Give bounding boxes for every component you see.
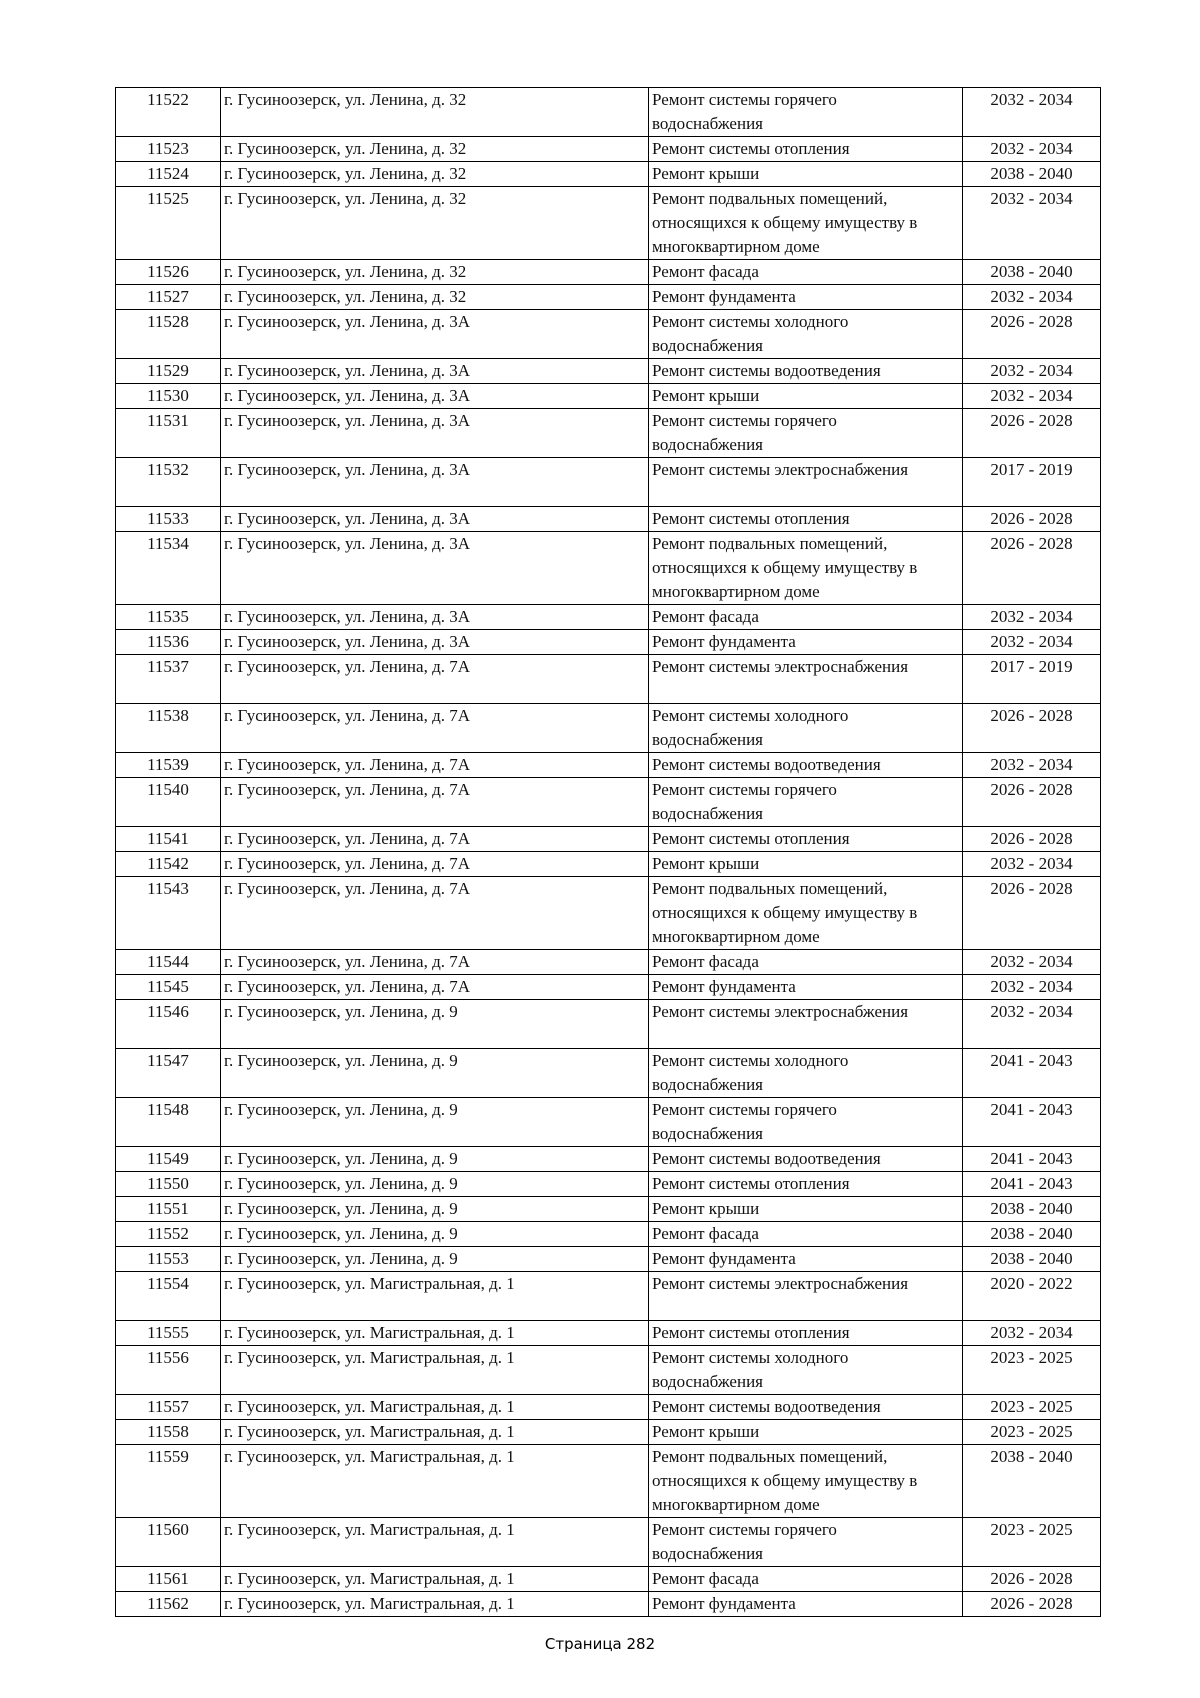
- period-cell: 2041 - 2043: [963, 1098, 1101, 1147]
- work-type-line: [652, 679, 959, 703]
- table-row: [116, 1098, 1101, 1147]
- table-row: [116, 1049, 1101, 1098]
- work-type-cell: [649, 827, 963, 852]
- address-cell: г. Гусиноозерск, ул. Магистральная, д. 1: [221, 1592, 649, 1617]
- address-cell: г. Гусиноозерск, ул. Ленина, д. 3А: [221, 532, 649, 605]
- row-number: 11553: [116, 1247, 221, 1272]
- work-type-line: Ремонт крыши: [652, 1199, 760, 1218]
- work-type-cell: [649, 1592, 963, 1617]
- period-cell: 2032 - 2034: [963, 1000, 1101, 1049]
- period-cell: 2026 - 2028: [963, 877, 1101, 950]
- table-body: [116, 88, 1101, 1617]
- table-row: [116, 137, 1101, 162]
- work-type-cell: [649, 285, 963, 310]
- work-type-line: водоснабжения: [652, 730, 763, 749]
- row-number: 11539: [116, 753, 221, 778]
- address-cell: г. Гусиноозерск, ул. Ленина, д. 9: [221, 1172, 649, 1197]
- address-cell: г. Гусиноозерск, ул. Ленина, д. 32: [221, 187, 649, 260]
- work-type-line: относящихся к общему имуществу в: [652, 213, 918, 232]
- row-number: 11529: [116, 359, 221, 384]
- work-type-line: Ремонт системы отопления: [652, 1174, 850, 1193]
- work-type-cell: [649, 310, 963, 359]
- address-cell: г. Гусиноозерск, ул. Ленина, д. 3А: [221, 507, 649, 532]
- work-type-line: Ремонт крыши: [652, 1422, 760, 1441]
- row-number: 11556: [116, 1346, 221, 1395]
- period-cell: 2041 - 2043: [963, 1147, 1101, 1172]
- work-type-line: Ремонт системы водоотведения: [652, 1397, 881, 1416]
- row-number: 11558: [116, 1420, 221, 1445]
- work-type-line: Ремонт системы горячего: [652, 1520, 837, 1539]
- address-cell: г. Гусиноозерск, ул. Ленина, д. 32: [221, 162, 649, 187]
- period-cell: 2017 - 2019: [963, 458, 1101, 507]
- table-row: [116, 877, 1101, 950]
- work-type-line: многоквартирном доме: [652, 927, 820, 946]
- work-type-line: Ремонт фундамента: [652, 977, 796, 996]
- row-number: 11540: [116, 778, 221, 827]
- address-cell: г. Гусиноозерск, ул. Магистральная, д. 1: [221, 1346, 649, 1395]
- address-cell: г. Гусиноозерск, ул. Ленина, д. 9: [221, 1222, 649, 1247]
- work-type-line: Ремонт системы отопления: [652, 829, 850, 848]
- work-type-line: Ремонт подвальных помещений,: [652, 534, 888, 553]
- address-cell: г. Гусиноозерск, ул. Ленина, д. 7А: [221, 877, 649, 950]
- work-type-cell: [649, 1049, 963, 1098]
- row-number: 11545: [116, 975, 221, 1000]
- row-number: 11527: [116, 285, 221, 310]
- work-type-cell: [649, 753, 963, 778]
- row-number: 11548: [116, 1098, 221, 1147]
- table-row: [116, 704, 1101, 753]
- work-type-cell: [649, 162, 963, 187]
- address-cell: г. Гусиноозерск, ул. Ленина, д. 7А: [221, 753, 649, 778]
- work-type-cell: [649, 778, 963, 827]
- work-type-cell: [649, 1567, 963, 1592]
- period-cell: 2026 - 2028: [963, 827, 1101, 852]
- address-cell: г. Гусиноозерск, ул. Ленина, д. 32: [221, 88, 649, 137]
- period-cell: 2032 - 2034: [963, 285, 1101, 310]
- row-number: 11532: [116, 458, 221, 507]
- period-cell: 2032 - 2034: [963, 137, 1101, 162]
- address-cell: г. Гусиноозерск, ул. Ленина, д. 3А: [221, 458, 649, 507]
- work-type-cell: [649, 975, 963, 1000]
- work-type-cell: [649, 409, 963, 458]
- work-type-line: Ремонт системы холодного: [652, 312, 849, 331]
- work-type-line: Ремонт фасада: [652, 607, 759, 626]
- address-cell: г. Гусиноозерск, ул. Магистральная, д. 1: [221, 1321, 649, 1346]
- address-cell: г. Гусиноозерск, ул. Ленина, д. 9: [221, 1197, 649, 1222]
- work-type-cell: [649, 1147, 963, 1172]
- table-row: [116, 630, 1101, 655]
- table-row: [116, 827, 1101, 852]
- address-cell: г. Гусиноозерск, ул. Магистральная, д. 1: [221, 1567, 649, 1592]
- row-number: 11525: [116, 187, 221, 260]
- row-number: 11560: [116, 1518, 221, 1567]
- work-type-cell: [649, 630, 963, 655]
- period-cell: 2032 - 2034: [963, 975, 1101, 1000]
- row-number: 11533: [116, 507, 221, 532]
- work-type-line: многоквартирном доме: [652, 1495, 820, 1514]
- table-row: [116, 1172, 1101, 1197]
- work-type-cell: [649, 1197, 963, 1222]
- work-type-line: Ремонт системы холодного: [652, 1051, 849, 1070]
- address-cell: г. Гусиноозерск, ул. Магистральная, д. 1: [221, 1518, 649, 1567]
- row-number: 11526: [116, 260, 221, 285]
- period-cell: 2032 - 2034: [963, 359, 1101, 384]
- work-type-cell: [649, 704, 963, 753]
- table-row: [116, 409, 1101, 458]
- address-cell: г. Гусиноозерск, ул. Ленина, д. 32: [221, 285, 649, 310]
- work-type-line: водоснабжения: [652, 114, 763, 133]
- period-cell: 2038 - 2040: [963, 1222, 1101, 1247]
- address-cell: г. Гусиноозерск, ул. Ленина, д. 9: [221, 1247, 649, 1272]
- row-number: 11550: [116, 1172, 221, 1197]
- period-cell: 2026 - 2028: [963, 409, 1101, 458]
- row-number: 11555: [116, 1321, 221, 1346]
- work-type-cell: [649, 1172, 963, 1197]
- table-row: [116, 1321, 1101, 1346]
- period-cell: 2041 - 2043: [963, 1049, 1101, 1098]
- row-number: 11551: [116, 1197, 221, 1222]
- address-cell: г. Гусиноозерск, ул. Магистральная, д. 1: [221, 1395, 649, 1420]
- work-type-cell: [649, 260, 963, 285]
- address-cell: г. Гусиноозерск, ул. Магистральная, д. 1: [221, 1272, 649, 1321]
- table-row: [116, 605, 1101, 630]
- work-type-cell: [649, 1272, 963, 1321]
- address-cell: г. Гусиноозерск, ул. Ленина, д. 3А: [221, 359, 649, 384]
- work-type-line: относящихся к общему имуществу в: [652, 903, 918, 922]
- work-type-line: Ремонт системы водоотведения: [652, 755, 881, 774]
- period-cell: 2023 - 2025: [963, 1420, 1101, 1445]
- address-cell: г. Гусиноозерск, ул. Ленина, д. 32: [221, 260, 649, 285]
- row-number: 11530: [116, 384, 221, 409]
- row-number: 11522: [116, 88, 221, 137]
- work-type-line: Ремонт системы водоотведения: [652, 1149, 881, 1168]
- period-cell: 2026 - 2028: [963, 778, 1101, 827]
- work-type-line: водоснабжения: [652, 1372, 763, 1391]
- table-row: [116, 950, 1101, 975]
- period-cell: 2032 - 2034: [963, 605, 1101, 630]
- page-number: Страница 282: [544, 1635, 656, 1653]
- table-row: [116, 975, 1101, 1000]
- address-cell: г. Гусиноозерск, ул. Ленина, д. 7А: [221, 950, 649, 975]
- table-row: [116, 1247, 1101, 1272]
- work-type-line: Ремонт системы электроснабжения: [652, 657, 909, 676]
- period-cell: 2032 - 2034: [963, 753, 1101, 778]
- work-type-line: Ремонт фундамента: [652, 632, 796, 651]
- address-cell: г. Гусиноозерск, ул. Ленина, д. 3А: [221, 310, 649, 359]
- work-type-line: Ремонт системы горячего: [652, 780, 837, 799]
- work-type-cell: [649, 532, 963, 605]
- work-type-cell: [649, 507, 963, 532]
- work-type-line: многоквартирном доме: [652, 582, 820, 601]
- address-cell: г. Гусиноозерск, ул. Ленина, д. 3А: [221, 384, 649, 409]
- address-cell: г. Гусиноозерск, ул. Ленина, д. 7А: [221, 975, 649, 1000]
- row-number: 11557: [116, 1395, 221, 1420]
- period-cell: 2038 - 2040: [963, 1247, 1101, 1272]
- period-cell: 2032 - 2034: [963, 630, 1101, 655]
- period-cell: 2032 - 2034: [963, 852, 1101, 877]
- work-type-cell: [649, 950, 963, 975]
- work-type-line: относящихся к общему имуществу в: [652, 558, 918, 577]
- row-number: 11552: [116, 1222, 221, 1247]
- table-row: [116, 1445, 1101, 1518]
- row-number: 11535: [116, 605, 221, 630]
- table-row: [116, 778, 1101, 827]
- address-cell: г. Гусиноозерск, ул. Ленина, д. 3А: [221, 605, 649, 630]
- period-cell: 2038 - 2040: [963, 162, 1101, 187]
- work-type-cell: [649, 655, 963, 704]
- row-number: 11554: [116, 1272, 221, 1321]
- work-type-line: [652, 1296, 959, 1320]
- work-type-cell: [649, 137, 963, 162]
- work-type-line: [652, 482, 959, 506]
- table-row: [116, 1197, 1101, 1222]
- work-type-cell: [649, 458, 963, 507]
- row-number: 11549: [116, 1147, 221, 1172]
- address-cell: г. Гусиноозерск, ул. Ленина, д. 9: [221, 1147, 649, 1172]
- row-number: 11559: [116, 1445, 221, 1518]
- work-type-line: Ремонт системы отопления: [652, 509, 850, 528]
- work-type-line: Ремонт фундамента: [652, 1594, 796, 1613]
- work-type-line: Ремонт системы горячего: [652, 90, 837, 109]
- table-row: [116, 310, 1101, 359]
- address-cell: г. Гусиноозерск, ул. Ленина, д. 3А: [221, 409, 649, 458]
- work-type-line: Ремонт системы отопления: [652, 1323, 850, 1342]
- table-row: [116, 507, 1101, 532]
- table-row: [116, 162, 1101, 187]
- work-type-line: водоснабжения: [652, 1544, 763, 1563]
- work-type-line: водоснабжения: [652, 804, 763, 823]
- table-row: [116, 1592, 1101, 1617]
- work-type-line: [652, 1024, 959, 1048]
- table-row: [116, 260, 1101, 285]
- work-type-cell: [649, 384, 963, 409]
- work-type-line: водоснабжения: [652, 1075, 763, 1094]
- period-cell: 2017 - 2019: [963, 655, 1101, 704]
- period-cell: 2026 - 2028: [963, 1592, 1101, 1617]
- period-cell: 2026 - 2028: [963, 1567, 1101, 1592]
- work-type-line: относящихся к общему имуществу в: [652, 1471, 918, 1490]
- work-type-line: водоснабжения: [652, 1124, 763, 1143]
- work-type-line: Ремонт фундамента: [652, 287, 796, 306]
- period-cell: 2026 - 2028: [963, 704, 1101, 753]
- table-row: [116, 458, 1101, 507]
- work-type-line: Ремонт системы электроснабжения: [652, 1274, 909, 1293]
- table-row: [116, 384, 1101, 409]
- period-cell: 2032 - 2034: [963, 1321, 1101, 1346]
- work-type-line: Ремонт системы электроснабжения: [652, 1002, 909, 1021]
- table-row: [116, 532, 1101, 605]
- table-row: [116, 88, 1101, 137]
- table-row: [116, 285, 1101, 310]
- row-number: 11562: [116, 1592, 221, 1617]
- work-type-line: Ремонт системы отопления: [652, 139, 850, 158]
- work-type-line: Ремонт системы горячего: [652, 1100, 837, 1119]
- address-cell: г. Гусиноозерск, ул. Ленина, д. 9: [221, 1049, 649, 1098]
- work-type-line: Ремонт фасада: [652, 952, 759, 971]
- address-cell: г. Гусиноозерск, ул. Ленина, д. 7А: [221, 852, 649, 877]
- work-type-line: Ремонт крыши: [652, 854, 760, 873]
- work-type-line: Ремонт системы электроснабжения: [652, 460, 909, 479]
- row-number: 11534: [116, 532, 221, 605]
- address-cell: г. Гусиноозерск, ул. Ленина, д. 7А: [221, 704, 649, 753]
- row-number: 11561: [116, 1567, 221, 1592]
- address-cell: г. Гусиноозерск, ул. Ленина, д. 9: [221, 1000, 649, 1049]
- work-type-line: Ремонт фасада: [652, 1569, 759, 1588]
- address-cell: г. Гусиноозерск, ул. Ленина, д. 32: [221, 137, 649, 162]
- table-row: [116, 1147, 1101, 1172]
- period-cell: 2041 - 2043: [963, 1172, 1101, 1197]
- work-type-cell: [649, 1321, 963, 1346]
- work-type-cell: [649, 1518, 963, 1567]
- work-type-line: водоснабжения: [652, 435, 763, 454]
- period-cell: 2038 - 2040: [963, 1445, 1101, 1518]
- work-type-cell: [649, 1098, 963, 1147]
- period-cell: 2023 - 2025: [963, 1518, 1101, 1567]
- work-type-line: Ремонт системы холодного: [652, 706, 849, 725]
- table-row: [116, 1567, 1101, 1592]
- row-number: 11531: [116, 409, 221, 458]
- address-cell: г. Гусиноозерск, ул. Магистральная, д. 1: [221, 1445, 649, 1518]
- repair-schedule-table: [115, 87, 1101, 1617]
- period-cell: 2038 - 2040: [963, 1197, 1101, 1222]
- work-type-cell: [649, 187, 963, 260]
- row-number: 11542: [116, 852, 221, 877]
- work-type-line: Ремонт фундамента: [652, 1249, 796, 1268]
- table-row: [116, 1518, 1101, 1567]
- work-type-line: Ремонт подвальных помещений,: [652, 879, 888, 898]
- table-row: [116, 753, 1101, 778]
- work-type-cell: [649, 877, 963, 950]
- row-number: 11543: [116, 877, 221, 950]
- table-row: [116, 359, 1101, 384]
- row-number: 11544: [116, 950, 221, 975]
- table-row: [116, 187, 1101, 260]
- period-cell: 2032 - 2034: [963, 950, 1101, 975]
- row-number: 11538: [116, 704, 221, 753]
- period-cell: 2032 - 2034: [963, 187, 1101, 260]
- period-cell: 2026 - 2028: [963, 532, 1101, 605]
- row-number: 11524: [116, 162, 221, 187]
- table-row: [116, 1000, 1101, 1049]
- table-row: [116, 1395, 1101, 1420]
- work-type-cell: [649, 1420, 963, 1445]
- work-type-line: Ремонт крыши: [652, 386, 760, 405]
- work-type-cell: [649, 605, 963, 630]
- work-type-cell: [649, 1346, 963, 1395]
- work-type-cell: [649, 1445, 963, 1518]
- address-cell: г. Гусиноозерск, ул. Ленина, д. 7А: [221, 778, 649, 827]
- row-number: 11541: [116, 827, 221, 852]
- table-row: [116, 1222, 1101, 1247]
- address-cell: г. Гусиноозерск, ул. Ленина, д. 7А: [221, 827, 649, 852]
- row-number: 11528: [116, 310, 221, 359]
- row-number: 11546: [116, 1000, 221, 1049]
- period-cell: 2038 - 2040: [963, 260, 1101, 285]
- period-cell: 2026 - 2028: [963, 310, 1101, 359]
- work-type-line: Ремонт системы горячего: [652, 411, 837, 430]
- work-type-line: Ремонт фасада: [652, 262, 759, 281]
- table-row: [116, 1272, 1101, 1321]
- table-row: [116, 655, 1101, 704]
- work-type-cell: [649, 1395, 963, 1420]
- period-cell: 2026 - 2028: [963, 507, 1101, 532]
- work-type-line: Ремонт системы водоотведения: [652, 361, 881, 380]
- work-type-line: Ремонт фасада: [652, 1224, 759, 1243]
- table-row: [116, 1420, 1101, 1445]
- address-cell: г. Гусиноозерск, ул. Ленина, д. 7А: [221, 655, 649, 704]
- row-number: 11523: [116, 137, 221, 162]
- work-type-cell: [649, 1247, 963, 1272]
- period-cell: 2023 - 2025: [963, 1346, 1101, 1395]
- work-type-line: Ремонт подвальных помещений,: [652, 1447, 888, 1466]
- row-number: 11547: [116, 1049, 221, 1098]
- table-row: [116, 1346, 1101, 1395]
- work-type-line: многоквартирном доме: [652, 237, 820, 256]
- period-cell: 2032 - 2034: [963, 88, 1101, 137]
- period-cell: 2020 - 2022: [963, 1272, 1101, 1321]
- work-type-cell: [649, 359, 963, 384]
- work-type-line: водоснабжения: [652, 336, 763, 355]
- work-type-line: Ремонт крыши: [652, 164, 760, 183]
- address-cell: г. Гусиноозерск, ул. Магистральная, д. 1: [221, 1420, 649, 1445]
- address-cell: г. Гусиноозерск, ул. Ленина, д. 9: [221, 1098, 649, 1147]
- work-type-cell: [649, 88, 963, 137]
- table-row: [116, 852, 1101, 877]
- row-number: 11536: [116, 630, 221, 655]
- work-type-cell: [649, 1222, 963, 1247]
- work-type-line: Ремонт подвальных помещений,: [652, 189, 888, 208]
- row-number: 11537: [116, 655, 221, 704]
- period-cell: 2023 - 2025: [963, 1395, 1101, 1420]
- address-cell: г. Гусиноозерск, ул. Ленина, д. 3А: [221, 630, 649, 655]
- work-type-cell: [649, 852, 963, 877]
- work-type-cell: [649, 1000, 963, 1049]
- work-type-line: Ремонт системы холодного: [652, 1348, 849, 1367]
- period-cell: 2032 - 2034: [963, 384, 1101, 409]
